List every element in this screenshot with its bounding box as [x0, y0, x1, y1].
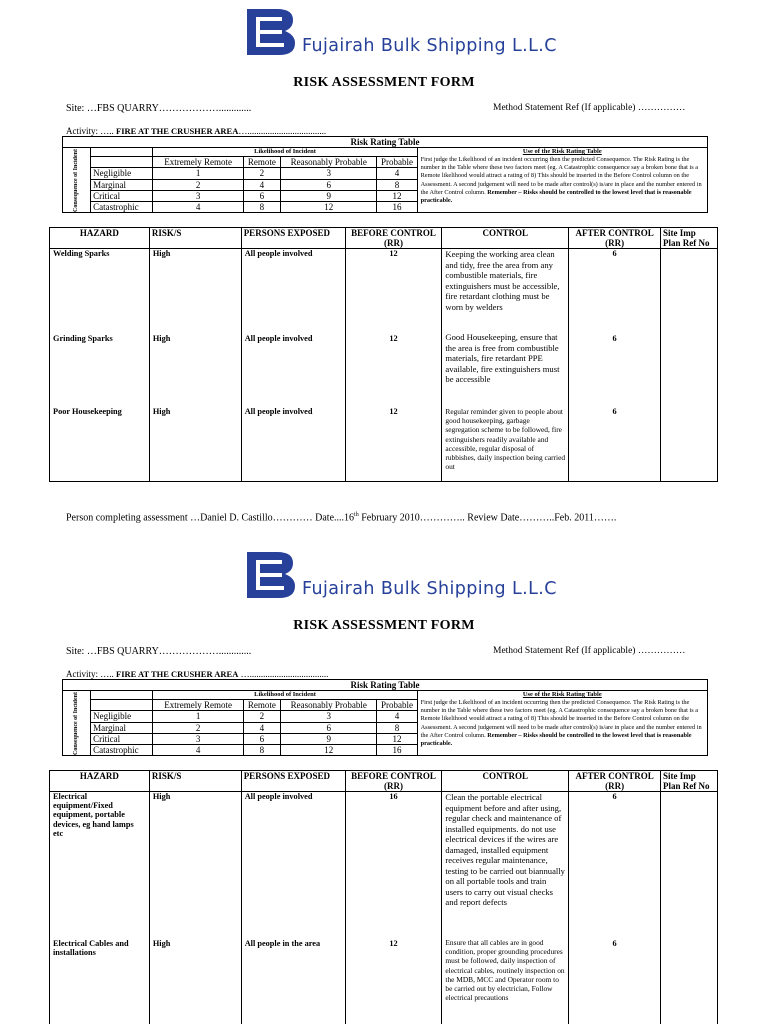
- risk-cell: High: [152, 334, 171, 343]
- likelihood-level: Reasonably Probable: [280, 700, 376, 711]
- likelihood-header: Likelihood of Incident: [153, 691, 417, 700]
- after-control-cell: 6: [612, 407, 617, 416]
- company-name: Fujairah Bulk Shipping L.L.C: [302, 36, 557, 56]
- likelihood-level: Extremely Remote: [153, 157, 243, 168]
- likelihood-header: Likelihood of Incident: [153, 148, 417, 157]
- hazard-cell: Welding Sparks: [53, 249, 110, 258]
- column-header: CONTROL: [442, 228, 569, 249]
- column-header: BEFORE CONTROL (RR): [345, 771, 442, 792]
- column-header: CONTROL: [442, 771, 569, 792]
- hazard-table: [49, 770, 718, 1024]
- control-cell: Keeping the working area clean and tidy, free the area from any combustible materials, fire extinguishers must be accessible, fire retardant clothing must be worn by welders: [445, 249, 560, 312]
- risk-rating-table: [62, 136, 708, 213]
- risk-cell: High: [152, 407, 171, 416]
- rating-row: Marginal 2 4 6 8: [63, 179, 708, 190]
- risk-table-instructions: Use of the Risk Rating Table First judge the Likelihood of an incident occurring then the predicted Consequence. The Risk Rating is the number in the Table where these two factors meet (eg. A Catastrophic consequence say a broken bone that is a Remote likelihood would attract a rating of 8) This should be inserted in the Before Control column on the Assessment. A second judgement will need to be made after control(s) is/are in place and the number entered in the After Control column. Remember – Risks should be controlled to the lowest level that is reasonable practicable.: [417, 691, 707, 756]
- persons-cell: All people involved: [244, 249, 313, 258]
- form-title: RISK ASSESSMENT FORM: [293, 618, 475, 633]
- activity-value: FIRE AT THE CRUSHER AREA: [116, 126, 239, 136]
- column-header: Site Imp Plan Ref No: [661, 771, 718, 792]
- company-name: Fujairah Bulk Shipping L.L.C: [302, 579, 557, 599]
- persons-cell: All people involved: [244, 334, 313, 343]
- before-control-cell: 12: [389, 249, 398, 258]
- table-row: [50, 792, 718, 1024]
- method-statement-field: Method Statement Ref (If applicable) ……………: [493, 103, 686, 113]
- hazard-cell: Electrical Cables and installations: [53, 939, 129, 958]
- column-header: PERSONS EXPOSED: [241, 228, 345, 249]
- control-cell: Clean the portable electrical equipment before and after using, regular check and maintenance of installed equipments. do not use electrical devices if the wires are damaged, installed equipment receives regular maintenance, testing to be carried out biannually on all portable tools and train users to carry out visual checks and report defects: [445, 792, 565, 907]
- before-control-cell: 12: [389, 939, 398, 948]
- activity-value: FIRE AT THE CRUSHER AREA: [116, 669, 239, 679]
- after-control-cell: 6: [612, 939, 617, 948]
- column-header: HAZARD: [50, 228, 150, 249]
- before-control-cell: 16: [389, 792, 398, 801]
- method-statement-field: Method Statement Ref (If applicable) ……………: [493, 646, 686, 656]
- hazard-cell: Electrical equipment/Fixed equipment, portable devices, eg hand lamps etc: [53, 792, 134, 838]
- form-title: RISK ASSESSMENT FORM: [293, 75, 475, 90]
- rating-row: Critical 3 6 9 12: [63, 190, 708, 201]
- risk-rating-caption: Risk Rating Table: [63, 137, 708, 148]
- column-header: RISK/S: [149, 771, 241, 792]
- risk-rating-caption: Risk Rating Table: [63, 680, 708, 691]
- likelihood-level: Remote: [243, 157, 280, 168]
- column-header: AFTER CONTROL (RR): [569, 771, 661, 792]
- activity-field: Activity: ….. FIRE AT THE CRUSHER AREA …...................................: [66, 669, 329, 679]
- after-control-cell: 6: [612, 334, 617, 343]
- column-header: HAZARD: [50, 771, 150, 792]
- control-cell: Ensure that all cables are in good condition, proper grounding procedures must be followed, daily inspection of electrical cables, routinely inspection on the MDB, MCC and Operator room to be carried out by electrician, Follow electrical precautions: [445, 938, 565, 1003]
- control-cell: Regular reminder given to people about good housekeeping, garbage segregation scheme to be followed, fire extinguishers readily available and accessible, regular disposal of rubbishes, daily inspection being carried out: [445, 407, 566, 472]
- control-cell: Good Housekeeping, ensure that the area is free from combustible materials, fire retardant PPE available, fire extinguishers must be accessible: [445, 332, 560, 384]
- column-header: AFTER CONTROL (RR): [569, 228, 661, 249]
- likelihood-level: Probable: [377, 700, 417, 711]
- persons-cell: All people involved: [244, 792, 313, 801]
- likelihood-level: Probable: [377, 157, 417, 168]
- after-control-cell: 6: [612, 249, 617, 258]
- column-header: Site Imp Plan Ref No: [661, 228, 718, 249]
- rating-row: Catastrophic 4 8 12 16: [63, 202, 708, 213]
- risk-cell: High: [152, 939, 171, 948]
- before-control-cell: 12: [389, 334, 398, 343]
- rating-row: Negligible 1 2 3 4: [63, 711, 708, 722]
- column-header: BEFORE CONTROL (RR): [345, 228, 442, 249]
- column-header: RISK/S: [149, 228, 241, 249]
- risk-cell: High: [152, 249, 171, 258]
- hazard-cell: Poor Housekeeping: [53, 407, 122, 416]
- after-control-cell: 6: [612, 792, 617, 801]
- risk-cell: High: [152, 792, 171, 801]
- consequence-header: Consequence of Incident: [63, 148, 91, 213]
- rating-row: Negligible 1 2 3 4: [63, 168, 708, 179]
- person-completing-line: Person completing assessment …Daniel D. Castillo………… Date....16th February 2010………….. Review Date………..Feb. 2011…….: [66, 512, 617, 524]
- rating-row: Critical 3 6 9 12: [63, 733, 708, 744]
- hazard-table: [49, 227, 718, 482]
- persons-cell: All people in the area: [244, 939, 321, 948]
- site-field: Site: …FBS QUARRY……………….............: [66, 646, 252, 657]
- company-logo-icon: [247, 9, 295, 55]
- rating-row: Catastrophic 4 8 12 16: [63, 745, 708, 756]
- table-row: [50, 249, 718, 482]
- hazard-cell: Grinding Sparks: [53, 334, 113, 343]
- likelihood-level: Reasonably Probable: [280, 157, 376, 168]
- risk-table-instructions: Use of the Risk Rating Table First judge the Likelihood of an incident occurring then the predicted Consequence. The Risk Rating is the number in the Table where these two factors meet (eg. A Catastrophic consequence say a broken bone that is a Remote likelihood would attract a rating of 8) This should be inserted in the Before Control column on the Assessment. A second judgement will need to be made after control(s) is/are in place and the number entered in the After Control column. Remember – Risks should be controlled to the lowest level that is reasonable practicable.: [417, 148, 707, 213]
- consequence-header: Consequence of Incident: [63, 691, 91, 756]
- before-control-cell: 12: [389, 407, 398, 416]
- activity-field: Activity: ….. FIRE AT THE CRUSHER AREA…...................................: [66, 126, 327, 136]
- risk-rating-table: [62, 679, 708, 756]
- company-logo-icon: [247, 552, 295, 598]
- likelihood-level: Extremely Remote: [153, 700, 243, 711]
- column-header: PERSONS EXPOSED: [241, 771, 345, 792]
- likelihood-level: Remote: [243, 700, 280, 711]
- rating-row: Marginal 2 4 6 8: [63, 722, 708, 733]
- site-field: Site: …FBS QUARRY……………….............: [66, 103, 252, 114]
- persons-cell: All people involved: [244, 407, 313, 416]
